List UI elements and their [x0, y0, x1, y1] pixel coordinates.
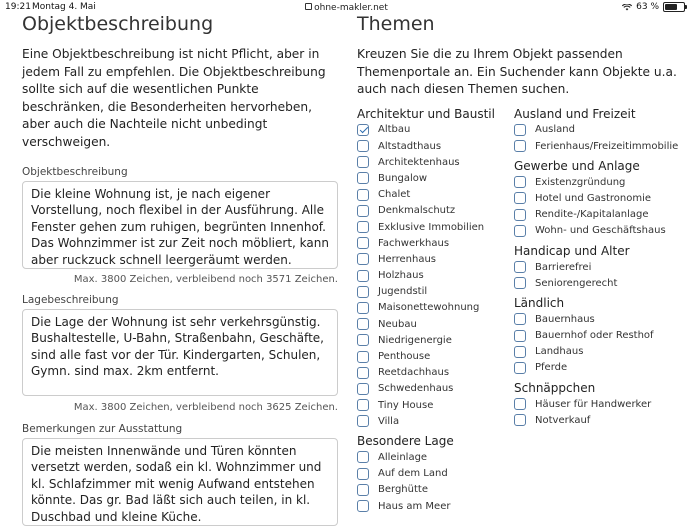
- checkbox[interactable]: [514, 261, 526, 273]
- theme-option-label: Schwedenhaus: [378, 383, 454, 395]
- theme-option-label: Jugendstil: [378, 286, 428, 298]
- theme-option-penthouse[interactable]: [357, 348, 512, 364]
- checkbox[interactable]: [357, 399, 369, 411]
- theme-option-label: Villa: [378, 415, 400, 427]
- char-counter: Max. 3800 Zeichen, verbleibend noch 3571 Zeichen.: [73, 273, 338, 285]
- checkbox[interactable]: [357, 351, 369, 363]
- theme-option-reetdachhaus[interactable]: [357, 365, 512, 381]
- checkbox[interactable]: [514, 176, 526, 188]
- section-title: Themen: [357, 13, 435, 35]
- theme-option-tiny-house[interactable]: [357, 397, 512, 413]
- theme-option-barrierefrei[interactable]: [514, 259, 693, 275]
- checkbox[interactable]: [357, 221, 369, 233]
- theme-option-denkmalschutz[interactable]: [357, 203, 512, 219]
- theme-group-gewerbe-und-anlage: [514, 158, 693, 239]
- theme-option-label: Häuser für Handwerker: [535, 398, 652, 410]
- theme-option-existenzgruendung[interactable]: [514, 174, 693, 190]
- theme-option-label: Penthouse: [378, 351, 431, 362]
- theme-option-auf-dem-land[interactable]: [357, 466, 512, 482]
- checkbox[interactable]: [514, 140, 526, 152]
- theme-option-label: Architektenhaus: [378, 156, 460, 168]
- description-section: [22, 13, 338, 526]
- theme-option-label: Niedrigenergie: [378, 334, 452, 346]
- checkbox[interactable]: [514, 277, 526, 289]
- theme-option-rendite-kapitalanlage[interactable]: [514, 207, 693, 223]
- theme-option-label: Denkmalschutz: [378, 205, 456, 217]
- theme-group-title: Ausland und Freizeit: [514, 106, 636, 121]
- checkbox[interactable]: [357, 189, 369, 201]
- theme-group-title: Handicap und Alter: [514, 243, 630, 258]
- field-label: Lagebeschreibung: [22, 293, 119, 306]
- theme-option-chalet[interactable]: [357, 187, 512, 203]
- theme-option-seniorengerecht[interactable]: [514, 275, 693, 291]
- checkbox[interactable]: [357, 383, 369, 395]
- field-lagebeschreibung: [22, 294, 338, 413]
- lock-icon: [305, 3, 312, 10]
- field-objektbeschreibung: [22, 166, 338, 285]
- theme-option-holzhaus[interactable]: [357, 267, 512, 283]
- themes-section: [357, 13, 693, 523]
- checkbox[interactable]: [357, 468, 369, 480]
- themes-column-1: [357, 103, 512, 514]
- objektbeschreibung-textarea[interactable]: Die kleine Wohnung ist, je nach eigener Vorstellung, noch flexibel in der Ausführung. Alle Fenster gehen zum ruhigen, begrünten Innenhof. Das Wohnzimmer ist zur Zeit noch möbliert, kann aber ruckzuck schnell leergeräumt werden.: [22, 181, 338, 269]
- checkbox[interactable]: [357, 367, 369, 379]
- field-label: Objektbeschreibung: [22, 165, 128, 178]
- checkbox[interactable]: [357, 286, 369, 298]
- checkbox[interactable]: [357, 205, 369, 217]
- checkbox[interactable]: [514, 398, 526, 410]
- theme-group-title: Besondere Lage: [357, 434, 454, 449]
- theme-option-label: Berghütte: [378, 484, 428, 496]
- theme-option-haeuser-fuer-handwerker[interactable]: [514, 396, 693, 412]
- checkbox[interactable]: [357, 451, 369, 463]
- checkbox[interactable]: [514, 124, 526, 136]
- theme-option-villa[interactable]: [357, 413, 512, 429]
- theme-option-altbau[interactable]: [357, 122, 512, 138]
- theme-option-label: Wohn- und Geschäftshaus: [535, 225, 666, 237]
- theme-option-bauernhof-oder-resthof[interactable]: [514, 327, 693, 343]
- theme-option-neubau[interactable]: [357, 316, 512, 332]
- checkbox[interactable]: [514, 225, 526, 237]
- theme-option-niedrigenergie[interactable]: [357, 332, 512, 348]
- checkbox[interactable]: [357, 124, 369, 136]
- theme-option-label: Landhaus: [535, 346, 584, 358]
- checkbox[interactable]: [357, 140, 369, 152]
- wifi-icon: [622, 4, 632, 11]
- theme-option-label: Hotel und Gastronomie: [535, 192, 652, 204]
- theme-option-label: Bauernhof oder Resthof: [535, 330, 654, 342]
- checkbox[interactable]: [514, 346, 526, 358]
- themes-column-2: [514, 103, 693, 429]
- theme-option-label: Notverkauf: [535, 414, 591, 426]
- theme-option-label: Pferde: [535, 362, 568, 374]
- theme-option-altstadthaus[interactable]: [357, 138, 512, 154]
- checkbox[interactable]: [514, 313, 526, 325]
- battery-percent: 63 %: [636, 2, 659, 12]
- clock: 19:21: [5, 2, 31, 12]
- theme-option-label: Chalet: [378, 189, 411, 201]
- theme-option-haus-am-meer[interactable]: [357, 498, 512, 514]
- checkbox[interactable]: [357, 334, 369, 346]
- theme-group-besondere-lage: [357, 433, 512, 514]
- theme-option-label: Rendite-/Kapitalanlage: [535, 209, 649, 221]
- theme-option-pferde[interactable]: [514, 360, 693, 376]
- section-intro: Eine Objektbeschreibung ist nicht Pflicht, aber in jedem Fall zu empfehlen. Die Objektbeschreibung sollte sich auf die wesentlichen Punkte beschränken, die Besonderheiten hervorheben, aber auch die Nachteile nicht unbedingt verschweigen.: [22, 47, 326, 149]
- theme-option-exklusive-immobilien[interactable]: [357, 219, 512, 235]
- theme-option-label: Ferienhaus/Freizeitimmobilie: [535, 140, 679, 152]
- theme-option-wohn-und-geschaeftshaus[interactable]: [514, 223, 693, 239]
- theme-option-label: Bauernhaus: [535, 313, 595, 325]
- theme-option-maisonettewohnung[interactable]: [357, 300, 512, 316]
- theme-option-label: Ausland: [535, 124, 575, 136]
- theme-option-bauernhaus[interactable]: [514, 311, 693, 327]
- checkbox[interactable]: [357, 237, 369, 249]
- theme-group-ausland-und-freizeit: [514, 106, 693, 154]
- theme-option-herrenhaus[interactable]: [357, 251, 512, 267]
- theme-option-label: Holzhaus: [378, 270, 424, 282]
- theme-option-label: Tiny House: [378, 399, 434, 411]
- theme-option-notverkauf[interactable]: [514, 412, 693, 428]
- field-bemerkungen: [22, 423, 338, 526]
- checkbox[interactable]: [514, 414, 526, 426]
- char-counter: Max. 3800 Zeichen, verbleibend noch 3625 Zeichen.: [73, 401, 338, 413]
- theme-group-handicap-und-alter: [514, 243, 693, 291]
- theme-option-berghuette[interactable]: [357, 482, 512, 498]
- theme-option-label: Altbau: [378, 124, 411, 136]
- theme-option-label: Auf dem Land: [378, 468, 448, 480]
- url-text: ohne-makler.net: [314, 3, 388, 13]
- theme-option-fachwerkhaus[interactable]: [357, 235, 512, 251]
- theme-option-label: Exklusive Immobilien: [378, 221, 485, 233]
- theme-option-label: Alleinlage: [378, 451, 428, 463]
- theme-group-architektur-und-baustil: [357, 106, 512, 430]
- checkbox[interactable]: [357, 156, 369, 168]
- status-icons: [622, 2, 685, 12]
- theme-option-label: Reetdachhaus: [378, 367, 450, 379]
- theme-option-alleinlage[interactable]: [357, 449, 512, 465]
- theme-option-ausland[interactable]: [514, 122, 693, 138]
- field-label: Bemerkungen zur Ausstattung: [22, 422, 183, 435]
- lagebeschreibung-textarea[interactable]: Die Lage der Wohnung ist sehr verkehrsgünstig. Bushaltestelle, U-Bahn, Straßenbahn, Geschäfte, sind alle fast vor der Tür. Kindergarten, Schulen, Gymn. sind max. 2km entfernt.: [22, 309, 338, 396]
- theme-option-landhaus[interactable]: [514, 344, 693, 360]
- theme-option-label: Altstadthaus: [378, 140, 442, 152]
- theme-option-label: Barrierefrei: [535, 261, 592, 273]
- section-intro: Kreuzen Sie die zu Ihrem Objekt passenden Themenportale an. Ein Suchender kann Objekte u.a. auch nach diesen Themen suchen.: [357, 47, 677, 97]
- battery-icon: [663, 2, 685, 12]
- checkbox[interactable]: [357, 172, 369, 184]
- theme-group-title: Architektur und Baustil: [357, 106, 495, 121]
- theme-option-schwedenhaus[interactable]: [357, 381, 512, 397]
- theme-option-label: Existenzgründung: [535, 176, 626, 188]
- theme-option-jugendstil[interactable]: [357, 284, 512, 300]
- theme-option-label: Neubau: [378, 318, 417, 330]
- theme-option-label: Fachwerkhaus: [378, 237, 450, 249]
- theme-option-label: Haus am Meer: [378, 500, 451, 512]
- bemerkungen-textarea[interactable]: Die meisten Innenwände und Türen könnten versetzt werden, sodaß ein kl. Wohnzimmer und kl. Schlafzimmer mit wenig Aufwand entstehen könnte. Das gr. Bad läßt sich auch teilen, in kl. Duschbad und kleine Küche.: [22, 438, 338, 526]
- checkbox[interactable]: [357, 500, 369, 512]
- theme-option-bungalow[interactable]: [357, 170, 512, 186]
- theme-option-ferienhaus-freizeitimmobilie[interactable]: [514, 138, 693, 154]
- theme-option-architektenhaus[interactable]: [357, 154, 512, 170]
- theme-option-hotel-und-gastronomie[interactable]: [514, 190, 693, 206]
- checkbox[interactable]: [357, 484, 369, 496]
- checkbox[interactable]: [514, 192, 526, 204]
- checkbox[interactable]: [514, 330, 526, 342]
- checkbox[interactable]: [357, 270, 369, 282]
- date: Montag 4. Mai: [32, 2, 96, 12]
- theme-group-title: Ländlich: [514, 296, 565, 311]
- checkbox[interactable]: [514, 209, 526, 221]
- checkbox[interactable]: [357, 253, 369, 265]
- checkbox[interactable]: [357, 302, 369, 314]
- theme-option-label: Bungalow: [378, 172, 428, 184]
- theme-option-label: Maisonettewohnung: [378, 302, 480, 314]
- theme-group-title: Schnäppchen: [514, 381, 596, 396]
- checkbox[interactable]: [357, 415, 369, 427]
- theme-option-label: Seniorengerecht: [535, 277, 618, 289]
- checkbox[interactable]: [357, 318, 369, 330]
- theme-option-label: Herrenhaus: [378, 253, 437, 265]
- theme-group-title: Gewerbe und Anlage: [514, 159, 640, 174]
- theme-group-laendlich: [514, 295, 693, 376]
- theme-group-schnaeppchen: [514, 380, 693, 428]
- checkbox[interactable]: [514, 362, 526, 374]
- section-title: Objektbeschreibung: [22, 13, 214, 35]
